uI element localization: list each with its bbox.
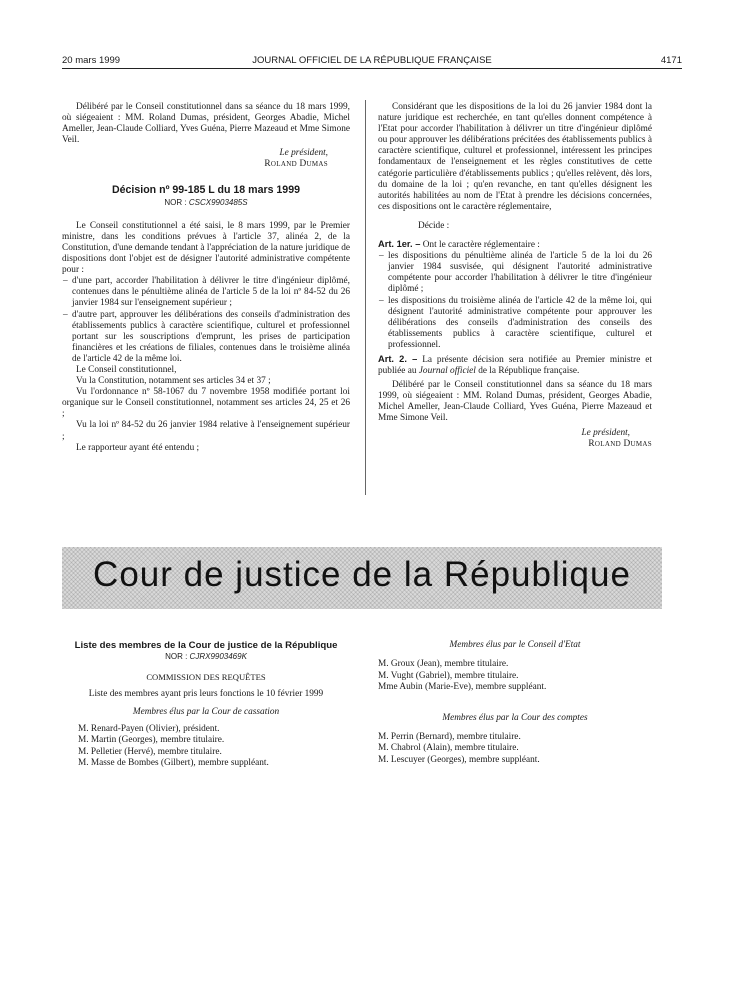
seizure-list <box>62 276 350 365</box>
signature-name: Roland Dumas <box>588 438 652 449</box>
cassation-heading: Membres élus par la Cour de cassation <box>132 706 280 717</box>
article-2 <box>378 354 652 377</box>
article-1-text: Ont le caractère réglementaire : <box>422 240 540 251</box>
article-1-list <box>378 251 652 351</box>
etat-members-list <box>378 659 652 693</box>
decision-nor <box>62 197 350 208</box>
article-2-label: Art. 2. – <box>378 353 418 364</box>
comptes-members-list <box>378 732 652 766</box>
list-intro: Liste des membres ayant pris leurs fonctions le 10 février 1999 <box>88 689 324 700</box>
comptes-heading: Membres élus par la Cour des comptes <box>442 712 588 723</box>
list-item: Mme Aubin (Marie-Eve), membre suppléant. <box>378 682 547 693</box>
visa-constitution: Vu la Constitution, notamment ses articles 34 et 37 ; <box>76 376 271 387</box>
right-column <box>378 102 652 450</box>
list-item: – les dispositions du pénultième alinéa de l'article 5 de la loi du 26 janvier 1984 susvisée, qui désignent l'autorité administrative compétente pour accorder l'habilitation à délivrer le titre d'ingénieur diplômé ; <box>388 251 652 295</box>
cjr-left-column <box>62 640 350 770</box>
list-item: M. Renard-Payen (Olivier), président. <box>78 724 220 735</box>
list-item: M. Chabrol (Alain), membre titulaire. <box>378 743 519 754</box>
visa-conseil: Le Conseil constitutionnel, <box>76 364 177 375</box>
deliberation-closing: Délibéré par le Conseil constitutionnel dans sa séance du 18 mars 1999, où siégeaient : MM. Roland Dumas, président, Georges Abadie, Michel Ameller, Jean-Claude Colliard, Yves Guéna, Pierre Mazeaud et Mme Simone Veil. <box>378 380 652 424</box>
list-item: M. Groux (Jean), membre titulaire. <box>378 659 509 670</box>
nor-label: NOR : <box>164 197 187 207</box>
decision-title: Décision nº 99-185 L du 18 mars 1999 <box>112 183 300 196</box>
list-item: M. Vught (Gabriel), membre titulaire. <box>378 670 519 681</box>
commission-heading: COMMISSION DES REQUÊTES <box>146 671 266 682</box>
header-journal-title: JOURNAL OFFICIEL DE LA RÉPUBLIQUE FRANÇAISE <box>252 55 492 66</box>
list-item: M. Perrin (Bernard), membre titulaire. <box>378 732 521 743</box>
etat-heading: Membres élus par le Conseil d'Etat <box>449 640 581 650</box>
header-date: 20 mars 1999 <box>62 55 121 66</box>
cjr-list-title: Liste des membres de la Cour de justice de la République <box>74 640 338 651</box>
seizure-paragraph: Le Conseil constitutionnel a été saisi, le 8 mars 1999, par le Premier ministre, dans les conditions prévues à l'article 37, alinéa 2, de la Constitution, d'une demande tendant à l'appréciation de la nature juridique de dispositions dont l'objet est de désigner l'autorité administrative compétente pour : <box>62 220 350 276</box>
article-1-label: Art. 1er. – <box>378 239 421 250</box>
considerant-paragraph: Considérant que les dispositions de la loi du 26 janvier 1984 dont la nature juridique est recherchée, en tant qu'elles donnent compétence à l'Etat pour accorder l'habilitation à délivrer un titre d'ingénieur diplômé ou pour approuver les délibérations précitées des établissements publics à caractère scientifique, culturel et professionnel, intéressent les principes fondamentaux de l'enseignement et les règles constitutives de cette catégorie particulière d'établissements publics ; qu'elles relèvent, dès lors, du domaine de la loi ; qu'en revanche, en tant qu'elles désignent les autorités habilitées au nom de l'Etat à prendre les décisions concernées, ces dispositions ont le caractère réglementaire, <box>378 102 652 212</box>
article-2-text-post: de la République française. <box>478 366 580 377</box>
left-column <box>62 102 350 454</box>
list-item: M. Masse de Bombes (Gilbert), membre suppléant. <box>78 758 269 769</box>
header-rule <box>62 68 682 69</box>
list-item: – d'une part, accorder l'habilitation à délivrer le titre d'ingénieur diplômé, contenues dans le pénultième alinéa de l'article 5 de la loi nº 84-52 du 26 janvier 1984 sur l'enseignement supérieur ; <box>72 276 350 309</box>
cjr-right-column <box>378 640 652 766</box>
signature-role: Le président, <box>279 148 328 159</box>
column-divider <box>365 100 366 495</box>
cjr-nor <box>62 651 350 662</box>
header-page-number: 4171 <box>660 55 682 66</box>
list-item: M. Martin (Georges), membre titulaire. <box>78 735 225 746</box>
banner-title: Cour de justice de la République <box>93 555 631 594</box>
deliberation-intro: Délibéré par le Conseil constitutionnel dans sa séance du 18 mars 1999, où siégeaient : MM. Roland Dumas, président, Georges Abadie, Michel Ameller, Jean-Claude Colliard, Yves Guéna, Pierre Mazeaud et Mme Simone Veil. <box>62 102 350 146</box>
article-2-journal: Journal officiel <box>418 366 476 377</box>
visa-loi: Vu la loi nº 84-52 du 26 janvier 1984 relative à l'enseignement supérieur ; <box>62 420 350 442</box>
article-1 <box>378 239 652 251</box>
article-2-text-pre: La présente décision sera notifiée au Premier ministre et publiée au <box>378 354 652 377</box>
signature-name: Roland Dumas <box>264 159 328 170</box>
signature-role: Le président, <box>581 427 630 438</box>
visa-ordonnance: Vu l'ordonnance nº 58-1067 du 7 novembre 1958 modifiée portant loi organique sur le Conseil constitutionnel, notamment ses articles 24, 25 et 26 ; <box>62 387 350 420</box>
visa-rapporteur: Le rapporteur ayant été entendu ; <box>76 442 200 453</box>
list-item: – les dispositions du troisième alinéa de l'article 42 de la même loi, qui désignent l'autorité administrative compétente pour approuver les délibérations des conseils d'administration des conseils des établissements publics à caractère scientifique, culturel et professionnel. <box>388 296 652 351</box>
cassation-members-list <box>62 724 350 770</box>
list-item: M. Lescuyer (Georges), membre suppléant. <box>378 754 540 765</box>
page-header <box>62 55 682 69</box>
nor-code: CSCX9903485S <box>188 197 248 207</box>
list-item: M. Pelletier (Hervé), membre titulaire. <box>78 746 222 757</box>
nor-code: CJRX9903469K <box>189 652 247 662</box>
nor-label: NOR : <box>165 652 188 662</box>
decide-label: Décide : <box>418 220 450 231</box>
list-item: – d'autre part, approuver les délibérations des conseils d'administration des établissements publics à caractère scientifique, culturel et professionnel portant sur les souscriptions d'emprunt, les prises de participation financières et les créations de filiales, contenues dans le troisième alinéa de l'article 42 de la même loi. <box>72 310 350 365</box>
section-banner <box>62 547 662 609</box>
